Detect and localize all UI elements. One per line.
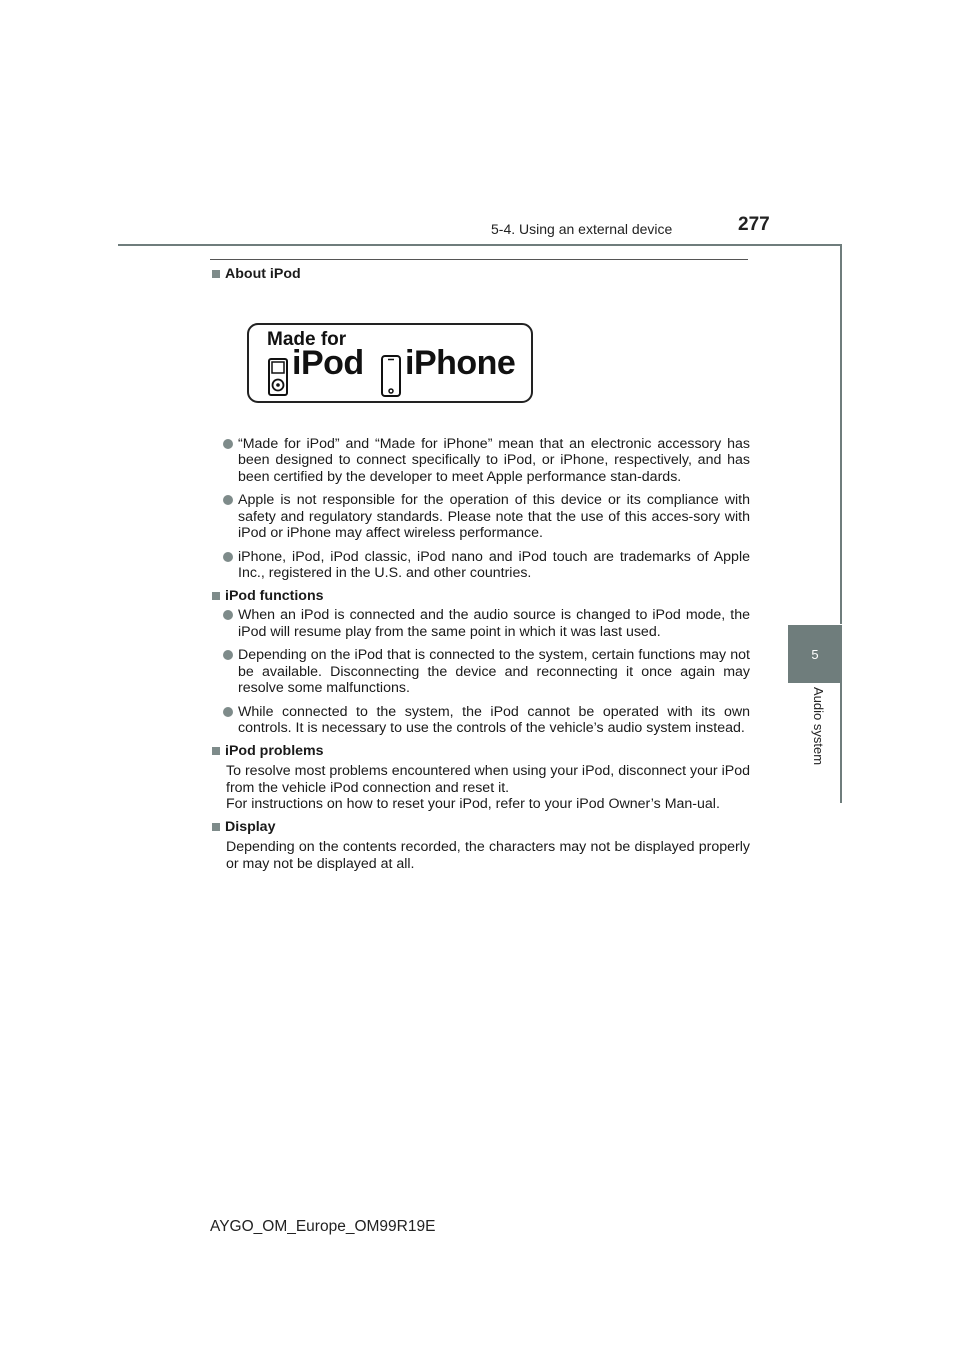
paragraph: Depending on the contents recorded, the characters may not be displayed properly or may not be displayed at all. — [226, 839, 750, 872]
round-bullet-icon — [223, 495, 233, 505]
chapter-number: 5 — [811, 646, 819, 662]
list-item: When an iPod is connected and the audio source is changed to iPod mode, the iPod will resume play from the same point in which it was last used. — [210, 607, 750, 640]
logo-ipod: iPod — [292, 343, 364, 382]
list-item: Apple is not responsible for the operation of this device or its compliance with safety and regulatory standards. Please note that the use of this acces-sory with iPod or iPhone may affect wireless performance. — [210, 492, 750, 542]
list-item: While connected to the system, the iPod cannot be operated with its own controls. It is necessary to use the controls of the vehicle’s audio system instead. — [210, 704, 750, 737]
side-divider — [840, 244, 842, 624]
round-bullet-icon — [223, 552, 233, 562]
round-bullet-icon — [223, 707, 233, 717]
round-bullet-icon — [223, 610, 233, 620]
document-id: AYGO_OM_Europe_OM99R19E — [210, 1218, 436, 1235]
square-bullet-icon — [212, 270, 220, 278]
round-bullet-icon — [223, 439, 233, 449]
section-title: 5-4. Using an external device — [491, 221, 673, 237]
display-heading: Display — [210, 819, 750, 836]
chapter-label: Audio system — [811, 687, 826, 766]
made-for-ipod-iphone-logo — [247, 323, 533, 403]
side-divider-lower — [840, 683, 842, 803]
ipod-functions-heading: iPod functions — [210, 588, 750, 605]
list-item: Depending on the iPod that is connected to the system, certain functions may not be available. Disconnecting the device and reconnecting it once again may resolve some malfunctions. — [210, 647, 750, 697]
square-bullet-icon — [212, 747, 220, 755]
header-divider — [118, 244, 841, 246]
paragraph: For instructions on how to reset your iPod, refer to your iPod Owner’s Man-ual. — [226, 796, 720, 812]
page-content — [210, 266, 750, 872]
about-ipod-heading — [210, 266, 750, 283]
page-number: 277 — [738, 214, 770, 235]
logo-iphone: iPhone — [405, 343, 516, 382]
paragraph: To resolve most problems encountered when using your iPod, disconnect your iPod from the vehicle iPod connection and reset it. — [226, 763, 750, 796]
list-item: iPhone, iPod, iPod classic, iPod nano and iPod touch are trademarks of Apple Inc., registered in the U.S. and other countries. — [210, 549, 750, 582]
chapter-tab — [788, 625, 842, 683]
round-bullet-icon — [223, 650, 233, 660]
ipod-icon — [268, 358, 288, 396]
ipod-problems-heading: iPod problems — [210, 743, 750, 760]
content-divider — [210, 259, 748, 260]
about-ipod-heading-text: About iPod — [225, 266, 301, 282]
iphone-icon — [381, 355, 401, 397]
list-item: “Made for iPod” and “Made for iPhone” mean that an electronic accessory has been designed to connect specifically to iPod, or iPhone, respectively, and has been certified by the developer to meet Apple performance stan-dards. — [210, 436, 750, 486]
square-bullet-icon — [212, 592, 220, 600]
logo-made-for: Made for — [267, 328, 347, 350]
square-bullet-icon — [212, 823, 220, 831]
